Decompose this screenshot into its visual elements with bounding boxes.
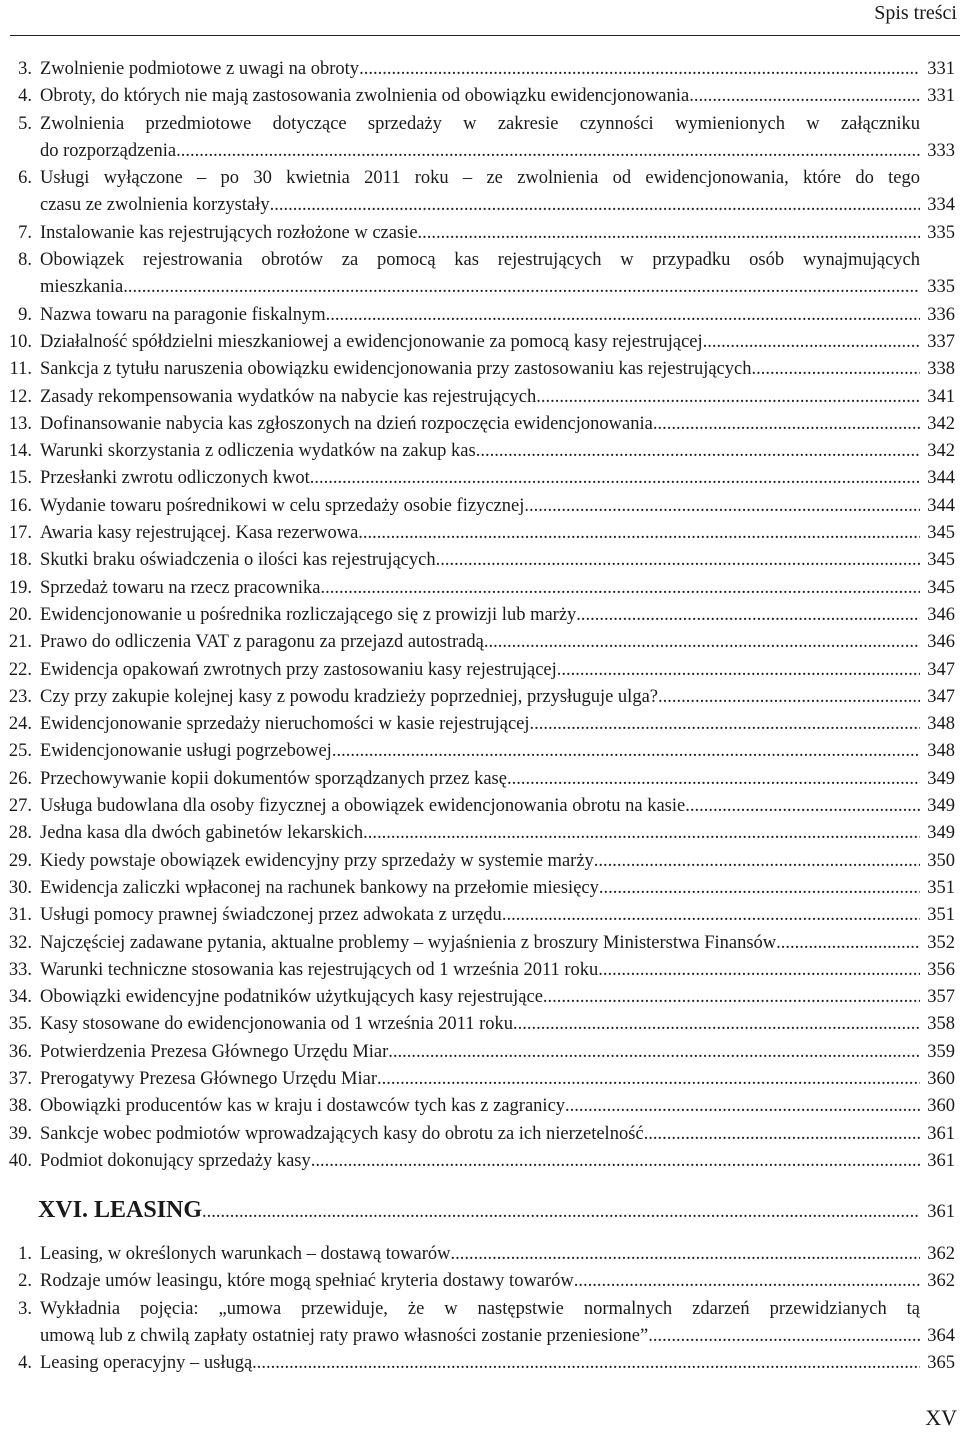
dot-leader [450, 1241, 920, 1268]
toc-entry[interactable] [0, 1296, 960, 1351]
toc-entry[interactable] [0, 111, 960, 166]
toc-entry-number: 23. [8, 686, 32, 707]
toc-entry-number: 26. [8, 768, 32, 789]
toc-entry-last-line [40, 793, 920, 820]
toc-entry[interactable] [0, 875, 960, 902]
toc-entry[interactable] [0, 1148, 960, 1175]
toc-entry-page: 350 [927, 850, 955, 871]
toc-entry-last-line [40, 493, 920, 520]
toc-entry[interactable] [0, 1093, 960, 1120]
dot-leader [388, 1039, 920, 1066]
toc-entry-page: 331 [927, 59, 955, 79]
dot-leader [359, 56, 920, 83]
toc-entry-number: 11. [9, 359, 32, 380]
toc-entry-title: Działalność spółdzielni mieszkaniowej a ewidencjonowanie za pomocą kasy rejestrującej [40, 331, 703, 352]
dot-leader [320, 575, 920, 602]
toc-entry-title: Ewidencjonowanie usługi pogrzebowej [40, 741, 332, 762]
dot-leader [252, 1350, 920, 1377]
toc-entry-number: 2. [18, 1271, 32, 1292]
dot-leader [502, 902, 920, 929]
toc-entry-title: Ewidencja opakowań zwrotnych przy zastosowaniu kasy rejestrującej [40, 659, 557, 680]
toc-entry-last-line [40, 684, 920, 711]
section-spacer [0, 1175, 960, 1195]
toc-entry-last-line [40, 302, 920, 329]
toc-entry-page: 356 [927, 959, 955, 980]
toc-entry-page: 365 [927, 1353, 955, 1374]
dot-leader [310, 465, 920, 492]
toc-entry-number: 38. [8, 1096, 32, 1117]
toc-entry-number: 19. [8, 577, 32, 598]
toc-entry-last-line [40, 602, 920, 629]
toc-entry-number: 18. [8, 550, 32, 571]
toc-entry-title: Najczęściej zadawane pytania, aktualne problemy – wyjaśnienia z broszury Ministerstwa Finansów [40, 932, 777, 953]
toc-entry[interactable] [0, 165, 960, 220]
toc-entry-page: 335 [927, 222, 955, 243]
dot-leader [574, 1268, 920, 1295]
toc-entry-page: 351 [927, 905, 955, 926]
dot-leader [653, 411, 920, 438]
dot-leader [476, 438, 920, 465]
toc-entry-title-line: Usługi wyłączone – po 30 kwietnia 2011 roku – ze zwolnienia od ewidencjonowania, które do tego [40, 168, 920, 189]
toc-entry[interactable] [0, 1039, 960, 1066]
dot-leader [484, 629, 920, 656]
toc-entry-title: Leasing, w określonych warunkach – dostawą towarów [40, 1244, 451, 1265]
toc-entry-last-line [40, 1039, 920, 1066]
toc-entry-last-line [40, 1323, 920, 1350]
toc-entry-title: Prawo do odliczenia VAT z paragonu za przejazd autostradą [40, 632, 484, 653]
toc-list-part-2 [0, 1241, 960, 1377]
toc-entry-title: Prerogatywy Prezesa Głównego Urzędu Miar [40, 1068, 378, 1089]
toc-entry-page: 364 [927, 1326, 955, 1347]
toc-entry[interactable] [0, 1011, 960, 1038]
dot-leader [326, 302, 920, 329]
toc-entry-number: 6. [18, 168, 32, 189]
toc-entry-title: Skutki braku oświadczenia o ilości kas rejestrujących [40, 550, 436, 571]
toc-entry[interactable] [0, 1066, 960, 1093]
toc-entry-title: Dofinansowanie nabycia kas zgłoszonych na dzień rozpoczęcia ewidencjonowania [40, 413, 653, 434]
toc-entry-number: 17. [8, 523, 32, 544]
toc-entry-last-line [40, 83, 920, 110]
toc-entry-last-line [40, 738, 920, 765]
dot-leader [270, 192, 920, 219]
toc-entry-title: Nazwa towaru na paragonie fiskalnym [40, 304, 326, 325]
toc-entry-number: 12. [8, 386, 32, 407]
toc-entry[interactable] [0, 411, 960, 438]
toc-entry-title: Obroty, do których nie mają zastosowania zwolnienia od obowiązku ewidencjonowania [40, 86, 690, 107]
toc-entry-title: Instalowanie kas rejestrujących rozłożone w czasie [40, 222, 418, 243]
dot-leader [176, 138, 920, 165]
toc-entry-last-line [40, 138, 920, 165]
toc-entry[interactable] [0, 1241, 960, 1268]
toc-entry-last-line [40, 902, 920, 929]
toc-entry-last-line [40, 438, 920, 465]
toc-entry-title: Sankcja z tytułu naruszenia obowiązku ewidencjonowania przy zastosowaniu kas rejestrujących [40, 359, 752, 380]
toc-entry-number: 32. [8, 932, 32, 953]
toc-entry[interactable] [0, 602, 960, 629]
toc-entry-title: Kiedy powstaje obowiązek ewidencyjny przy sprzedaży w systemie marży [40, 850, 594, 871]
toc-entry-number: 36. [8, 1041, 32, 1062]
toc-entry-last-line [40, 575, 920, 602]
toc-entry-number: 29. [8, 850, 32, 871]
dot-leader [358, 520, 920, 547]
toc-entry-title: Ewidencjonowanie u pośrednika rozliczającego się z prowizji lub marży [40, 604, 577, 625]
toc-entry-page: 361 [927, 1150, 955, 1171]
dot-leader [363, 820, 920, 847]
toc-entry-title: Zasady rekompensowania wydatków na nabycie kas rejestrujących [40, 386, 537, 407]
dot-leader [565, 1093, 920, 1120]
toc-entry-last-line [40, 1268, 920, 1295]
dot-leader [594, 848, 920, 875]
toc-entry-last-line [40, 356, 920, 383]
toc-entry[interactable] [0, 684, 960, 711]
toc-entry-number: 8. [18, 250, 32, 271]
dot-leader [311, 1148, 920, 1175]
toc-entry-last-line [40, 657, 920, 684]
toc-entry-page: 347 [927, 686, 955, 707]
dot-leader [576, 602, 920, 629]
toc-entry-last-line [40, 930, 920, 957]
toc-entry-last-line [40, 1241, 920, 1268]
dot-leader [524, 493, 920, 520]
toc-entry-title: Zwolnienie podmiotowe z uwagi na obroty [40, 59, 360, 79]
toc-entry-title: umową lub z chwilą zapłaty ostatniej raty prawo własności zostanie przeniesione” [40, 1326, 649, 1347]
toc-entry-number: 15. [8, 468, 32, 489]
toc-entry[interactable] [0, 384, 960, 411]
toc-entry-number: 31. [8, 905, 32, 926]
toc-entry-last-line [40, 957, 920, 984]
header-rule [10, 35, 960, 36]
toc-entry[interactable] [0, 575, 960, 602]
dot-leader [685, 793, 920, 820]
toc-entry-last-line [40, 766, 920, 793]
toc-entry-title: Czy przy zakupie kolejnej kasy z powodu kradzieży poprzedniej, przysługuje ulga? [40, 686, 658, 707]
toc-entry-title: Podmiot dokonujący sprzedaży kasy [40, 1150, 311, 1171]
toc-entry-page: 362 [927, 1271, 955, 1292]
toc-entry-title: Usługi pomocy prawnej świadczonej przez adwokata z urzędu [40, 905, 502, 926]
toc-entry-number: 22. [8, 659, 32, 680]
toc-entry-number: 21. [8, 632, 32, 653]
toc-entry-page: 337 [927, 331, 955, 352]
toc-entry-title: Jedna kasa dla dwóch gabinetów lekarskich [40, 823, 364, 844]
toc-entry-last-line [40, 547, 920, 574]
toc-entry-page: 360 [927, 1068, 955, 1089]
toc-entry-number: 14. [8, 441, 32, 462]
toc-entry-title: mieszkania [40, 277, 124, 298]
toc-entry-page: 362 [927, 1244, 955, 1265]
toc-entry-page: 349 [927, 796, 955, 817]
toc-entry[interactable] [0, 1350, 960, 1377]
toc-entry-page: 338 [927, 359, 955, 380]
toc-entry-title: Obowiązki ewidencyjne podatników użytkujących kasy rejestrujące [40, 987, 543, 1008]
toc-entry-title: Ewidencjonowanie sprzedaży nieruchomości w kasie rejestrującej [40, 714, 530, 735]
toc-entry-page: 345 [927, 577, 955, 598]
toc-entry-title: Ewidencja zaliczki wpłaconej na rachunek bankowy na przełomie miesięcy [40, 877, 599, 898]
toc-entry-page: 335 [927, 277, 955, 298]
dot-leader [644, 1121, 920, 1148]
toc-entry-last-line [40, 220, 920, 247]
dot-leader [689, 83, 920, 110]
toc-entry[interactable] [0, 438, 960, 465]
toc-entry[interactable] [0, 329, 960, 356]
toc-entry[interactable] [0, 302, 960, 329]
toc-entry-title: Obowiązki producentów kas w kraju i dostawców tych kas z zagranicy [40, 1096, 566, 1117]
dot-leader [751, 356, 920, 383]
toc-entry-number: 5. [18, 113, 32, 134]
toc-entry-last-line [40, 820, 920, 847]
toc-entry-title: czasu ze zwolnienia korzystały [40, 195, 270, 216]
toc-entry-title: Awaria kasy rejestrującej. Kasa rezerwowa [40, 523, 359, 544]
dot-leader [557, 657, 920, 684]
toc-entry-page: 348 [927, 714, 955, 735]
toc-entry[interactable] [0, 220, 960, 247]
toc-section-heading[interactable] [0, 1195, 960, 1227]
toc-entry[interactable] [0, 493, 960, 520]
toc-entry-title: Kasy stosowane do ewidencjonowania od 1 września 2011 roku [40, 1014, 514, 1035]
dot-leader [507, 766, 920, 793]
toc-entry-last-line [40, 465, 920, 492]
toc-entry-number: 35. [8, 1014, 32, 1035]
toc-entry-number: 16. [8, 495, 32, 516]
toc-list-part-1 [0, 56, 960, 1175]
toc-entry-number: 3. [18, 59, 32, 79]
toc-entry-page: 336 [927, 304, 955, 325]
toc-entry-page: 360 [927, 1096, 955, 1117]
toc-entry-last-line [40, 848, 920, 875]
toc-entry-last-line [40, 384, 920, 411]
toc-entry[interactable] [0, 711, 960, 738]
toc-entry-title-line: Obowiązek rejestrowania obrotów za pomocą kas rejestrujących w przypadku osób wynajmujących [40, 250, 920, 271]
toc-entry-last-line [40, 1121, 920, 1148]
toc-entry-page: 345 [927, 523, 955, 544]
toc-entry-page: 357 [927, 987, 955, 1008]
toc-entry-last-line [40, 329, 920, 356]
toc-entry-number: 40. [8, 1150, 32, 1171]
section-heading-title: XVI. LEASING [38, 1197, 203, 1224]
dot-leader [513, 1011, 920, 1038]
toc-entry[interactable] [0, 629, 960, 656]
toc-entry-page: 352 [927, 932, 955, 953]
toc-entry-page: 344 [927, 495, 955, 516]
table-of-contents [0, 56, 960, 1378]
dot-leader [658, 684, 920, 711]
toc-entry-page: 349 [927, 823, 955, 844]
toc-entry[interactable] [0, 957, 960, 984]
toc-entry-last-line [40, 274, 920, 301]
toc-entry-title: Warunki techniczne stosowania kas rejestrujących od 1 września 2011 roku [40, 959, 599, 980]
toc-entry-number: 4. [18, 86, 32, 107]
toc-entry-number: 9. [18, 304, 32, 325]
toc-entry-page: 358 [927, 1014, 955, 1035]
dot-leader [776, 930, 920, 957]
toc-entry-page: 334 [927, 195, 955, 216]
toc-entry-last-line [40, 711, 920, 738]
toc-entry[interactable] [0, 520, 960, 547]
toc-entry-page: 346 [927, 604, 955, 625]
toc-entry-number: 33. [8, 959, 32, 980]
dot-leader [599, 875, 920, 902]
toc-entry-page: 348 [927, 741, 955, 762]
toc-entry-last-line [40, 1148, 920, 1175]
dot-leader [436, 547, 920, 574]
page-number: XV [925, 1405, 957, 1430]
toc-entry[interactable] [0, 738, 960, 765]
toc-entry-page: 346 [927, 632, 955, 653]
toc-entry-title: Przechowywanie kopii dokumentów sporządzanych przez kasę [40, 768, 507, 789]
toc-entry-title: Sprzedaż towaru na rzecz pracownika [40, 577, 321, 598]
toc-entry-page: 347 [927, 659, 955, 680]
running-header [0, 0, 960, 44]
section-spacer [0, 1227, 960, 1241]
dot-leader [543, 984, 920, 1011]
toc-entry-page: 345 [927, 550, 955, 571]
dot-leader [123, 274, 920, 301]
toc-entry[interactable] [0, 1121, 960, 1148]
toc-entry-number: 20. [8, 604, 32, 625]
toc-entry-title: Przesłanki zwrotu odliczonych kwot [40, 468, 310, 489]
toc-entry[interactable] [0, 547, 960, 574]
section-heading-page: 361 [927, 1202, 955, 1223]
toc-entry-last-line [40, 192, 920, 219]
dot-leader [418, 220, 920, 247]
toc-entry[interactable] [0, 83, 960, 110]
dot-leader [703, 329, 920, 356]
toc-entry-title: Potwierdzenia Prezesa Głównego Urzędu Miar [40, 1041, 389, 1062]
toc-entry-page: 361 [927, 1123, 955, 1144]
toc-entry-number: 4. [18, 1353, 32, 1374]
toc-entry-last-line [40, 875, 920, 902]
toc-entry[interactable] [0, 1268, 960, 1295]
toc-entry-number: 37. [8, 1068, 32, 1089]
toc-entry-title: Leasing operacyjny – usługą [40, 1353, 253, 1374]
toc-entry[interactable] [0, 793, 960, 820]
toc-entry[interactable] [0, 848, 960, 875]
toc-entry-number: 25. [8, 741, 32, 762]
toc-entry-number: 28. [8, 823, 32, 844]
toc-entry-last-line [40, 1093, 920, 1120]
toc-entry[interactable] [0, 902, 960, 929]
dot-leader [648, 1323, 920, 1350]
toc-entry[interactable] [0, 247, 960, 302]
toc-entry-title: Sankcje wobec podmiotów wprowadzających kasy do obrotu za ich nierzetelność [40, 1123, 644, 1144]
toc-entry-last-line [40, 984, 920, 1011]
toc-entry-number: 27. [8, 796, 32, 817]
toc-entry-number: 34. [8, 987, 32, 1008]
dot-leader [202, 1197, 920, 1227]
toc-entry-last-line [40, 520, 920, 547]
dot-leader [332, 738, 920, 765]
toc-entry-number: 39. [8, 1123, 32, 1144]
toc-entry-title-line: Zwolnienia przedmiotowe dotyczące sprzedaży w zakresie czynności wymienionych w załączniku [40, 113, 920, 134]
toc-entry-page: 342 [927, 413, 955, 434]
running-header-title: Spis treści [874, 2, 957, 24]
toc-entry-number: 24. [8, 714, 32, 735]
toc-entry-title-line: Wykładnia pojęcia: „umowa przewiduje, że w następstwie normalnych zdarzeń przewidzianych tą [40, 1298, 920, 1319]
dot-leader [598, 957, 920, 984]
toc-entry-page: 349 [927, 768, 955, 789]
toc-entry-page: 341 [927, 386, 955, 407]
toc-entry-number: 3. [18, 1298, 32, 1319]
toc-entry-page: 344 [927, 468, 955, 489]
dot-leader [536, 384, 920, 411]
toc-entry-title: Usługa budowlana dla osoby fizycznej a obowiązek ewidencjonowania obrotu na kasie [40, 796, 686, 817]
toc-entry-number: 10. [8, 331, 32, 352]
toc-entry-last-line [40, 411, 920, 438]
toc-entry-title: do rozporządzenia [40, 140, 177, 161]
toc-entry[interactable] [0, 984, 960, 1011]
toc-entry[interactable] [0, 56, 960, 83]
toc-entry-page: 359 [927, 1041, 955, 1062]
toc-entry-last-line [40, 1066, 920, 1093]
toc-entry-title: Wydanie towaru pośrednikowi w celu sprzedaży osobie fizycznej [40, 495, 525, 516]
dot-leader [530, 711, 920, 738]
toc-entry[interactable] [0, 465, 960, 492]
toc-entry[interactable] [0, 930, 960, 957]
toc-entry-page: 331 [927, 86, 955, 107]
toc-entry-number: 7. [18, 222, 32, 243]
toc-entry[interactable] [0, 820, 960, 847]
toc-entry-last-line [40, 56, 920, 83]
toc-entry-title: Rodzaje umów leasingu, które mogą spełniać kryteria dostawy towarów [40, 1271, 574, 1292]
toc-entry-number: 30. [8, 877, 32, 898]
toc-entry-page: 342 [927, 441, 955, 462]
toc-entry-last-line [40, 629, 920, 656]
toc-entry[interactable] [0, 356, 960, 383]
toc-entry-last-line [40, 1350, 920, 1377]
toc-entry-number: 1. [18, 1244, 32, 1265]
toc-entry-number: 13. [8, 413, 32, 434]
toc-entry-last-line [40, 1011, 920, 1038]
toc-entry-title: Warunki skorzystania z odliczenia wydatków na zakup kas [40, 441, 476, 462]
toc-entry-page: 351 [927, 877, 955, 898]
dot-leader [377, 1066, 920, 1093]
toc-entry-page: 333 [927, 140, 955, 161]
toc-entry[interactable] [0, 657, 960, 684]
toc-entry[interactable] [0, 766, 960, 793]
